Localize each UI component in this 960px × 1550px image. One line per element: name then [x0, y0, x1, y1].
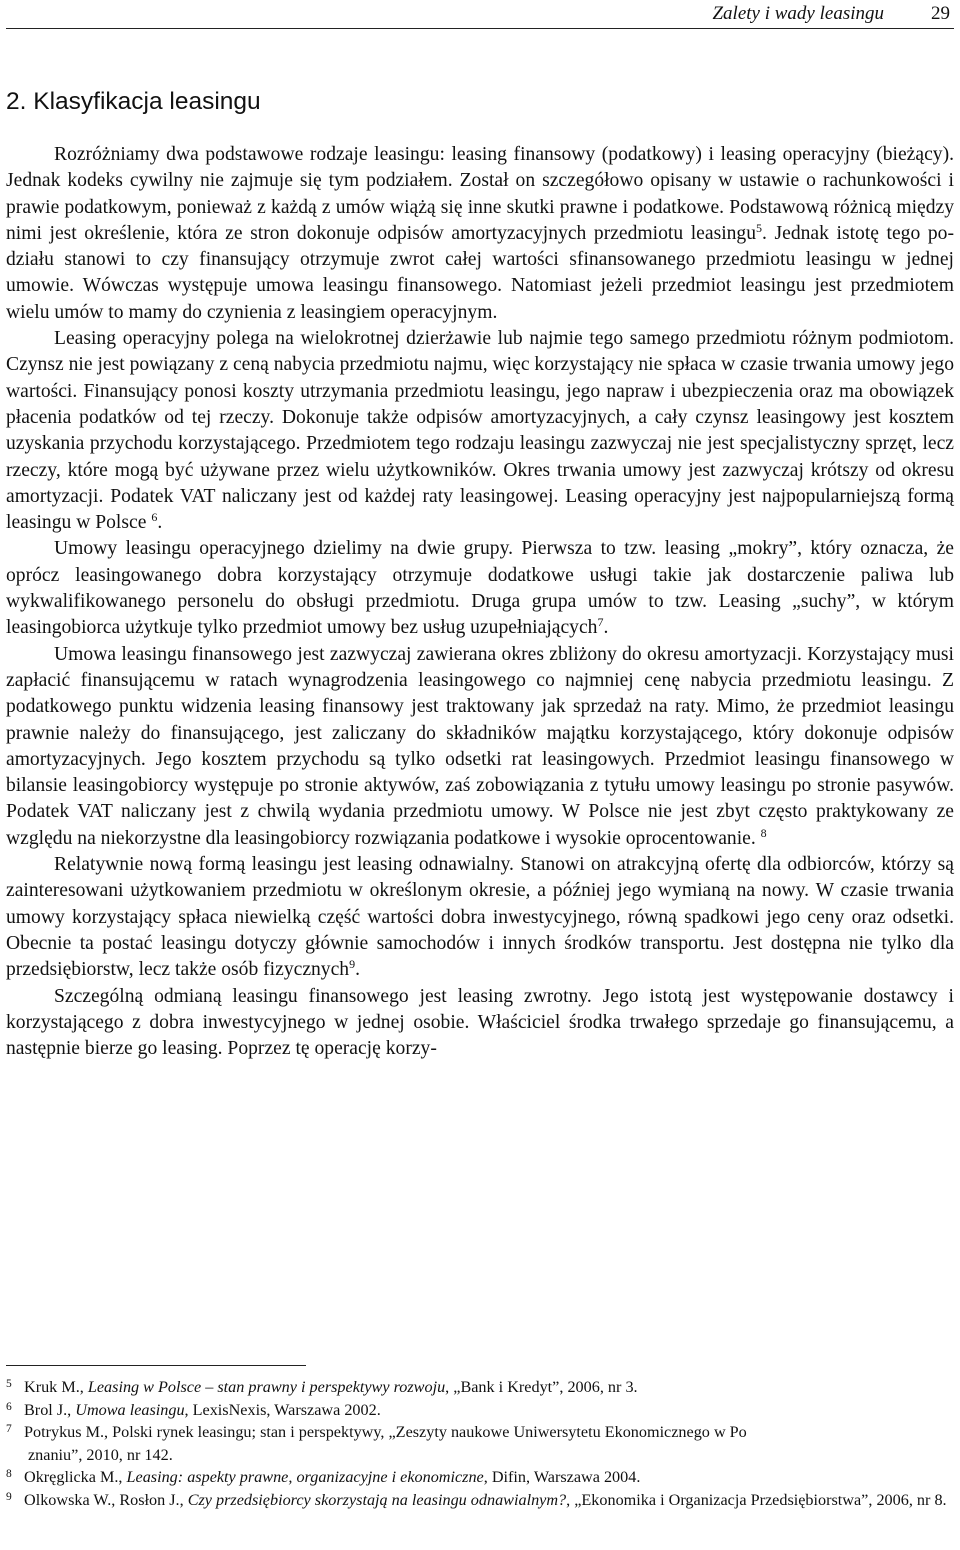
- paragraph: [6, 642, 954, 852]
- paragraph: [6, 852, 954, 983]
- page-number: 29: [931, 3, 950, 24]
- paragraph-text: Rozróżniamy dwa podstawowe rodzaje leasingu: leasing finansowy (podatkowy) i leasing operacyjny (bieżący). Jednak kodeks cywilny nie zajmuje się tym podziałem. Został on szczegółowo opisany w ustawie o rachunkowości i prawie podatkowym, ponieważ z każdą z umów wiążą się inne skutki prawne i podatkowe. Podstawową różnicą między nimi jest określenie, która ze stron dokonuje odpisów amortyzacyjnych przedmiotu leasingu: [6, 144, 954, 244]
- paragraph-text: Relatywnie nową formą leasingu jest leasing odnawialny. Stanowi on atrakcyjną ofertę dla odbiorców, którzy są zainteresowani użytkowaniem przedmiotu w określonym okresie, a później jego wymianą na nowy. W czasie trwania umowy korzystający spłaca niewielką część wartości dobra inwestycyjnego, równą spadkowi jego ceny oraz odsetki. Obecnie ta postać leasingu dotyczy głównie samochodów i innych środków transportu. Jest dostępna nie tylko dla przedsiębiorstw, lecz także osób fizycznych: [6, 854, 954, 981]
- footnote-title: Leasing: aspekty prawne, organizacyjne i ekonomiczne: [126, 1468, 484, 1486]
- paragraph-text: .: [603, 617, 609, 639]
- paragraph: [6, 142, 954, 326]
- running-title: Zalety i wady leasingu: [712, 3, 884, 24]
- running-header: [6, 0, 954, 29]
- paragraph-text: .: [157, 512, 163, 534]
- footnote-author: Kruk M.,: [24, 1378, 88, 1396]
- footnote-title: Czy przedsiębiorcy skorzystają na leasingu odnawialnym?: [187, 1490, 567, 1509]
- paragraph-text: .: [355, 959, 361, 981]
- footnote-source: , „Bank i Kredyt”, 2006, nr 3.: [445, 1378, 638, 1396]
- footnote-number: 8: [6, 1468, 12, 1480]
- footnote-ref: 5: [756, 220, 763, 235]
- footnote-author: Okręglicka M.,: [24, 1468, 127, 1486]
- footnote-source: , Difin, Warszawa 2004.: [483, 1468, 641, 1486]
- footnote-separator: [6, 1365, 306, 1366]
- paragraph-text: Szczególną odmianą leasingu finansowego jest leasing zwrotny. Jego istotą jest występowanie dostawcy i korzystającego z dobra inwestycyjnego w jednej osobie. Właściciel środka trwałego sprzedaje go finansującemu, a następnie bierze go leasing. Poprzez tę operację korzy-: [6, 985, 954, 1060]
- footnote-ref: 8: [760, 825, 767, 840]
- footnote-author: Brol J.,: [24, 1400, 76, 1419]
- footnote: [6, 1466, 954, 1489]
- footnotes: [6, 1376, 954, 1511]
- footnote-ref: 7: [597, 615, 604, 630]
- footnote-number: 7: [6, 1423, 12, 1435]
- footnote-source: , LexisNexis, Warszawa 2002.: [184, 1400, 381, 1419]
- footnote-source: , „Ekonomika i Organizacja Przedsiębiorstwa”, 2006, nr 8.: [566, 1490, 947, 1509]
- section-title: 2. Klasyfikacja leasingu: [6, 88, 261, 115]
- footnote-author: Olkowska W., Rosłon J.,: [24, 1490, 188, 1509]
- paragraph: [6, 536, 954, 641]
- footnote-source: znaniu”, 2010, nr 142.: [28, 1445, 173, 1464]
- footnote: [6, 1421, 954, 1466]
- paragraph-text: Umowa leasingu finansowego jest zazwyczaj zawierana okres zbliżony do okresu amortyzacji. Korzystający musi zapłacić finansującemu w ratach wynagrodzenia leasingowego co najmniej cenę nabycia przedmiotu leasingu. Z podatkowego punktu widzenia leasing finansowy jest traktowany jak sprzedaż na raty. Mimo, że przedmiot leasingu prawnie należy do finansującego, jest zaliczany do składników majątku korzystającego, który dokonuje odpisów amortyzacyjnych. Jego kosztem przychodu są tylko odsetki rat leasingowych. Przedmiot leasingu finansowego w bilansie leasingobiorcy występuje po stronie aktywów, zaś zobowiązania z tytułu umowy leasingu po stronie pasywów. Podatek VAT naliczany jest z chwilą wydania przedmiotu umowy. W Polsce nie jest zbyt często praktykowany ze względu na niekorzystne dla leasingobiorcy rozwiązania podatkowe i wysokie oprocentowanie.: [6, 643, 954, 849]
- footnote-number: 6: [6, 1400, 12, 1413]
- footnote-number: 9: [6, 1490, 12, 1503]
- paragraph: [6, 984, 954, 1063]
- footnote-title: Umowa leasingu: [75, 1400, 185, 1419]
- footnote: [6, 1399, 954, 1422]
- body-text: [6, 142, 954, 1062]
- footnote: [6, 1376, 954, 1399]
- paragraph-text: Umowy leasingu operacyjnego dzielimy na dwie grupy. Pierwsza to tzw. leasing „mokry”, który oznacza, że oprócz leasingowanego dobra korzystający otrzymuje dodatkowe usługi takie jak dostarczenie paliwa lub wykwalifikowanego personelu do obsługi przedmiotu. Druga grupa umów to tzw. Leasing „suchy”, w którym leasingobiorca użytkuje tylko przedmiot umowy bez usług uzupełniających: [6, 538, 954, 639]
- paragraph-text: Leasing operacyjny polega na wielokrotnej dzierżawie lub najmie tego samego przedmiotu różnym podmiotom. Czynsz nie jest powiązany z ceną nabycia przedmiotu najmu, więc korzystający nie spłaca w czasie trwania umowy jego wartości. Finansujący ponosi koszty utrzymania przedmiotu leasingu, jego napraw i ubezpieczenia oraz ma obowiązek płacenia podatków od tej rzeczy. Dokonuje także odpisów amortyzacyjnych, a cały czynsz leasingowy jest kosztem uzyskania przychodu korzystającego. Przedmiotem tego rodzaju leasingu zazwyczaj nie jest specjalistyczny sprzęt, lecz rzeczy, które mogą być używane przez wielu użytkowników. Okres trwania umowy jest zazwyczaj krótszy od okresu amortyzacji. Podatek VAT naliczany jest od każdej raty leasingowej. Leasing operacyjny jest najpopularniejszą formą leasingu w Polsce: [6, 328, 954, 534]
- paragraph: [6, 326, 954, 536]
- footnote-number: 5: [6, 1378, 12, 1390]
- footnote-title: Leasing w Polsce – stan prawny i perspektywy rozwoju: [87, 1378, 446, 1396]
- footnote-ref: 6: [151, 510, 158, 525]
- footnote: [6, 1489, 954, 1512]
- footnote-ref: 9: [349, 957, 356, 972]
- paragraph-text: . Jednak istotę tego podziału stanowi to czy finansujący otrzymuje zwrot całej wartości sfinansowanego przedmiotu leasingu w jednej umowie. Wówczas występuje umowa leasingu finansowego. Natomiast jeżeli przedmiot leasingu jest przedmiotem wielu umów to mamy do czynienia z leasingiem operacyjnym.: [6, 222, 954, 323]
- footnote-author: Potrykus M., Polski rynek leasingu; stan i perspektywy, „Zeszyty naukowe Uniwersytetu Ekonomicznego w Po: [24, 1423, 747, 1441]
